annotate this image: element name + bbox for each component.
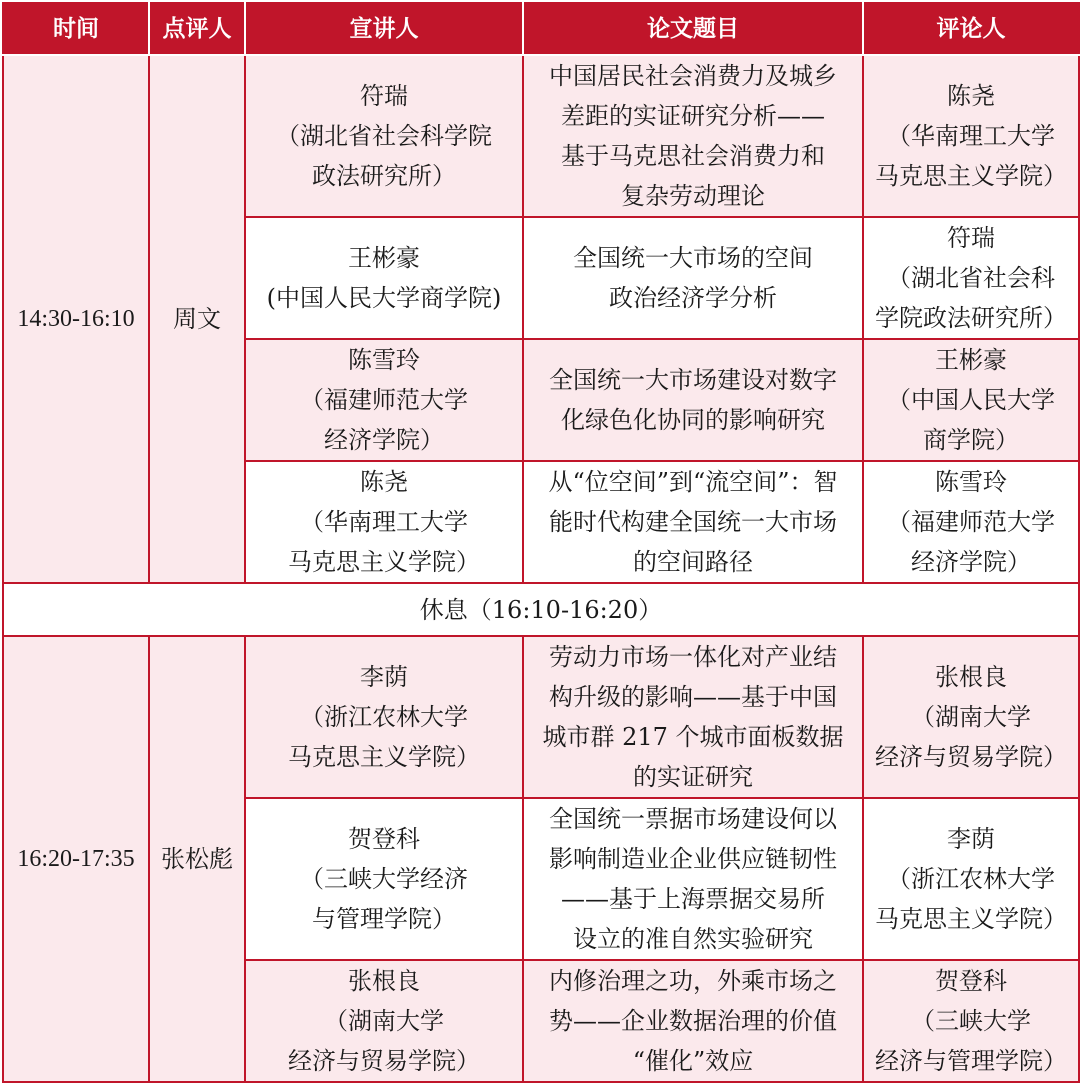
discussant-cell	[863, 217, 1079, 339]
break-label: 休息（16:10-16:20）	[3, 583, 1079, 635]
paper-title-line: 从“位空间”到“流空间”：智	[548, 468, 838, 497]
speaker-name: 陈雪玲	[348, 346, 420, 375]
discussant-name: 李荫	[947, 824, 995, 853]
discussant-name: 符瑞	[947, 224, 995, 253]
discussant-cell	[863, 55, 1079, 217]
paper-title-line: 构升级的影响——基于中国	[549, 682, 837, 711]
discussant-cell	[863, 636, 1079, 798]
discussant-affiliation: 马克思主义学院）	[875, 904, 1067, 933]
speaker-affiliation: 马克思主义学院）	[288, 548, 480, 577]
session2-chair: 张松彪	[149, 636, 245, 1082]
discussant-name: 王彬豪	[935, 346, 1007, 375]
speaker-affiliation: 马克思主义学院）	[288, 742, 480, 771]
discussant-affiliation: 学院政法研究所）	[875, 304, 1067, 333]
discussant-cell	[863, 461, 1079, 583]
header-discussant: 评论人	[863, 3, 1079, 55]
discussant-affiliation: 经济学院）	[911, 548, 1031, 577]
paper-title-line: ——基于上海票据交易所	[561, 884, 825, 913]
discussant-affiliation: （福建师范大学	[887, 508, 1055, 537]
paper-title-cell	[523, 217, 863, 339]
session1-time: 14:30-16:10	[3, 55, 149, 583]
paper-title-line: 能时代构建全国统一大市场	[549, 508, 837, 537]
speaker-name: 李荫	[360, 662, 408, 691]
discussant-affiliation: （华南理工大学	[887, 122, 1055, 151]
paper-title-line: 复杂劳动理论	[621, 182, 765, 211]
discussant-cell	[863, 339, 1079, 461]
paper-title-line: 政治经济学分析	[609, 284, 777, 313]
table-row	[3, 636, 1079, 798]
paper-title-line: “催化”效应	[632, 1046, 754, 1075]
header-speaker: 宣讲人	[245, 3, 523, 55]
speaker-name: 王彬豪	[348, 244, 420, 273]
speaker-name: 贺登科	[348, 824, 420, 853]
paper-title-cell	[523, 960, 863, 1082]
paper-title-line: 城市群 217 个城市面板数据	[542, 722, 844, 751]
speaker-cell	[245, 339, 523, 461]
speaker-affiliation: 经济学院）	[324, 426, 444, 455]
session2-time: 16:20-17:35	[3, 636, 149, 1082]
paper-title-cell	[523, 636, 863, 798]
schedule-table	[2, 2, 1080, 1083]
paper-title-line: 全国统一票据市场建设何以	[549, 804, 837, 833]
paper-title-cell	[523, 339, 863, 461]
speaker-affiliation: (中国人民大学商学院)	[266, 284, 502, 313]
paper-title-line: 影响制造业企业供应链韧性	[549, 844, 837, 873]
header-title: 论文题目	[523, 3, 863, 55]
paper-title-line: 全国统一大市场的空间	[573, 244, 813, 273]
discussant-affiliation: 经济与贸易学院）	[875, 742, 1067, 771]
break-row	[3, 583, 1079, 635]
paper-title-line: 的空间路径	[633, 548, 753, 577]
discussant-cell	[863, 960, 1079, 1082]
paper-title-line: 势——企业数据治理的价值	[549, 1006, 837, 1035]
header-time: 时间	[3, 3, 149, 55]
speaker-cell	[245, 217, 523, 339]
speaker-affiliation: 与管理学院）	[312, 904, 456, 933]
speaker-name: 符瑞	[360, 82, 408, 111]
speaker-affiliation: （浙江农林大学	[300, 702, 468, 731]
speaker-affiliation: 经济与贸易学院）	[288, 1046, 480, 1075]
discussant-affiliation: （三峡大学	[911, 1006, 1031, 1035]
header-row	[3, 3, 1079, 55]
paper-title-line: 劳动力市场一体化对产业结	[549, 642, 837, 671]
speaker-affiliation: 政法研究所）	[312, 162, 456, 191]
discussant-affiliation: （湖北省社会科	[887, 264, 1055, 293]
discussant-cell	[863, 798, 1079, 960]
header-chair: 点评人	[149, 3, 245, 55]
speaker-cell	[245, 798, 523, 960]
paper-title-cell	[523, 461, 863, 583]
discussant-affiliation: （中国人民大学	[887, 386, 1055, 415]
paper-title-line: 基于马克思社会消费力和	[561, 142, 825, 171]
paper-title-cell	[523, 798, 863, 960]
discussant-affiliation: 商学院）	[923, 426, 1019, 455]
paper-title-line: 差距的实证研究分析——	[561, 102, 825, 131]
discussant-name: 张根良	[935, 662, 1007, 691]
paper-title-line: 的实证研究	[633, 762, 753, 791]
speaker-cell	[245, 55, 523, 217]
discussant-affiliation: 经济与管理学院）	[875, 1046, 1067, 1075]
discussant-name: 陈雪玲	[935, 468, 1007, 497]
session1-chair: 周文	[149, 55, 245, 583]
speaker-cell	[245, 960, 523, 1082]
speaker-affiliation: （三峡大学经济	[300, 864, 468, 893]
speaker-affiliation: （湖北省社会科学院	[276, 122, 492, 151]
paper-title-line: 设立的准自然实验研究	[573, 924, 813, 953]
speaker-name: 张根良	[348, 966, 420, 995]
speaker-affiliation: （湖南大学	[324, 1006, 444, 1035]
speaker-name: 陈尧	[360, 468, 408, 497]
paper-title-cell	[523, 55, 863, 217]
paper-title-line: 全国统一大市场建设对数字	[549, 366, 837, 395]
paper-title-line: 内修治理之功，外乘市场之	[549, 966, 837, 995]
paper-title-line: 化绿色化协同的影响研究	[561, 406, 825, 435]
speaker-cell	[245, 461, 523, 583]
discussant-affiliation: （浙江农林大学	[887, 864, 1055, 893]
speaker-cell	[245, 636, 523, 798]
paper-title-line: 中国居民社会消费力及城乡	[549, 62, 837, 91]
discussant-affiliation: （湖南大学	[911, 702, 1031, 731]
speaker-affiliation: （华南理工大学	[300, 508, 468, 537]
speaker-affiliation: （福建师范大学	[300, 386, 468, 415]
table-row	[3, 55, 1079, 217]
discussant-affiliation: 马克思主义学院）	[875, 162, 1067, 191]
discussant-name: 贺登科	[935, 966, 1007, 995]
discussant-name: 陈尧	[947, 82, 995, 111]
